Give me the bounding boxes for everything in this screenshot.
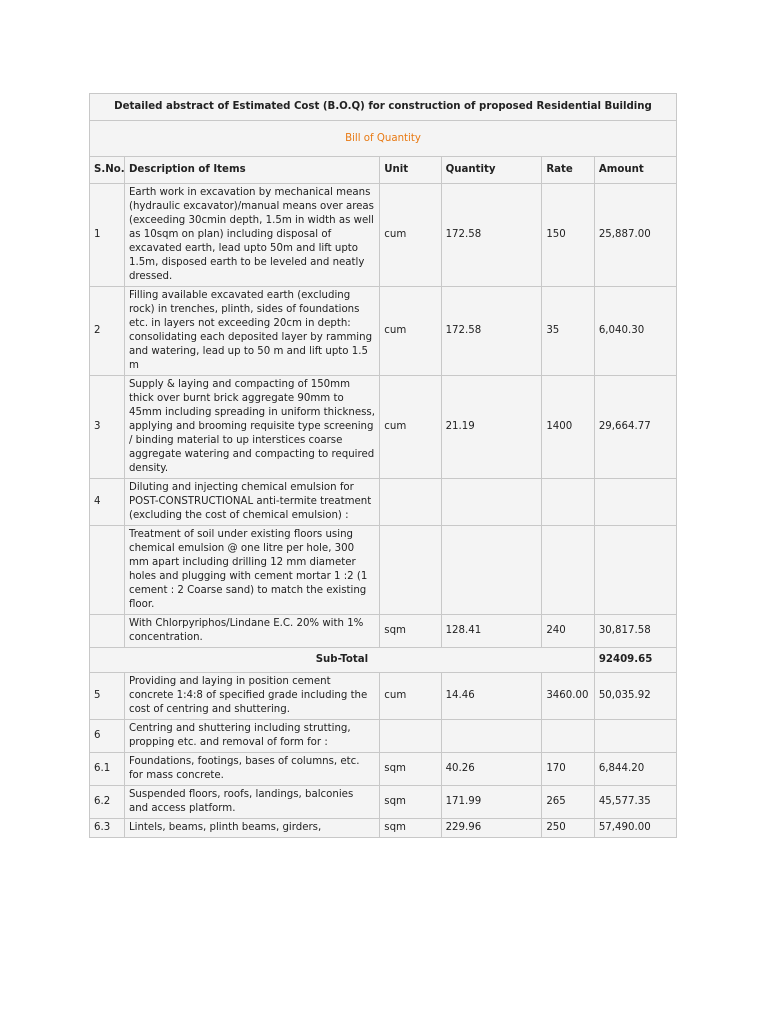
cell-quantity: 40.26	[442, 753, 542, 785]
col-header-sno: S.No.	[90, 157, 124, 183]
table-row	[90, 720, 676, 752]
cell-rate: 170	[542, 753, 594, 785]
cell-amount	[595, 720, 676, 752]
cell-sno: 2	[90, 287, 124, 375]
table-row	[90, 376, 676, 478]
cell-sno: 3	[90, 376, 124, 478]
title-row	[90, 94, 676, 120]
cell-sno	[90, 526, 124, 614]
cell-rate: 35	[542, 287, 594, 375]
cell-amount: 25,887.00	[595, 184, 676, 286]
cell-rate: 150	[542, 184, 594, 286]
table-row	[90, 753, 676, 785]
cell-description: Diluting and injecting chemical emulsion for POST-CONSTRUCTIONAL anti-termite treatment (excluding the cost of chemical emulsion) :	[125, 479, 379, 525]
cell-unit: sqm	[380, 819, 440, 837]
cell-quantity: 172.58	[442, 184, 542, 286]
cell-quantity: 21.19	[442, 376, 542, 478]
subtotal-amount: 92409.65	[595, 648, 676, 672]
table-row	[90, 615, 676, 647]
cell-amount: 45,577.35	[595, 786, 676, 818]
cell-quantity	[442, 479, 542, 525]
cell-sno: 5	[90, 673, 124, 719]
cell-quantity: 14.46	[442, 673, 542, 719]
cell-quantity: 229.96	[442, 819, 542, 837]
boq-container	[89, 93, 677, 838]
cell-unit: cum	[380, 673, 440, 719]
bill-of-quantity-heading: Bill of Quantity	[90, 121, 676, 156]
cell-amount: 6,040.30	[595, 287, 676, 375]
cell-rate	[542, 720, 594, 752]
cell-sno: 6.3	[90, 819, 124, 837]
cell-unit: sqm	[380, 615, 440, 647]
col-header-rate: Rate	[542, 157, 594, 183]
col-header-quantity: Quantity	[442, 157, 542, 183]
cell-quantity: 172.58	[442, 287, 542, 375]
cell-unit	[380, 479, 440, 525]
col-header-unit: Unit	[380, 157, 440, 183]
cell-amount: 30,817.58	[595, 615, 676, 647]
cell-description: Treatment of soil under existing floors using chemical emulsion @ one litre per hole, 300 mm apart including drilling 12 mm diameter holes and plugging with cement mortar 1 :2 (1 cement : 2 Coarse sand) to match the existing floor.	[125, 526, 379, 614]
cell-description: With Chlorpyriphos/Lindane E.C. 20% with 1% concentration.	[125, 615, 379, 647]
cell-amount: 6,844.20	[595, 753, 676, 785]
cell-sno: 6.1	[90, 753, 124, 785]
cell-description: Supply & laying and compacting of 150mm thick over burnt brick aggregate 90mm to 45mm including spreading in uniform thickness, applying and brooming requisite type screening / binding material to up interstices coarse aggregate watering and compacting to required density.	[125, 376, 379, 478]
header-row	[90, 157, 676, 183]
cell-sno: 6	[90, 720, 124, 752]
cell-quantity: 171.99	[442, 786, 542, 818]
cell-amount: 29,664.77	[595, 376, 676, 478]
cell-amount: 50,035.92	[595, 673, 676, 719]
cell-rate	[542, 526, 594, 614]
cell-unit: sqm	[380, 786, 440, 818]
cell-description: Centring and shuttering including strutting, propping etc. and removal of form for :	[125, 720, 379, 752]
cell-rate: 1400	[542, 376, 594, 478]
cell-description: Foundations, footings, bases of columns, etc. for mass concrete.	[125, 753, 379, 785]
cell-rate: 240	[542, 615, 594, 647]
cell-amount	[595, 526, 676, 614]
table-row	[90, 526, 676, 614]
cell-amount	[595, 479, 676, 525]
table-row	[90, 287, 676, 375]
cell-sno: 1	[90, 184, 124, 286]
cell-unit: cum	[380, 184, 440, 286]
cell-amount: 57,490.00	[595, 819, 676, 837]
cell-description: Lintels, beams, plinth beams, girders,	[125, 819, 379, 837]
table-row	[90, 786, 676, 818]
cell-unit	[380, 720, 440, 752]
table-row	[90, 479, 676, 525]
boq-table	[89, 93, 677, 838]
subtitle-row	[90, 121, 676, 156]
cell-description: Earth work in excavation by mechanical means (hydraulic excavator)/manual means over areas (exceeding 30cmin depth, 1.5m in width as well as 10sqm on plan) including disposal of excavated earth, lead upto 50m and lift upto 1.5m, disposed earth to be leveled and neatly dressed.	[125, 184, 379, 286]
cell-unit: sqm	[380, 753, 440, 785]
cell-description: Suspended floors, roofs, landings, balconies and access platform.	[125, 786, 379, 818]
cell-description: Providing and laying in position cement concrete 1:4:8 of specified grade including the cost of centring and shuttering.	[125, 673, 379, 719]
cell-quantity	[442, 526, 542, 614]
cell-sno	[90, 615, 124, 647]
cell-rate	[542, 479, 594, 525]
table-row	[90, 184, 676, 286]
cell-rate: 250	[542, 819, 594, 837]
cell-rate: 265	[542, 786, 594, 818]
cell-unit	[380, 526, 440, 614]
cell-sno: 4	[90, 479, 124, 525]
cell-quantity	[442, 720, 542, 752]
cell-description: Filling available excavated earth (excluding rock) in trenches, plinth, sides of foundations etc. in layers not exceeding 20cm in depth: consolidating each deposited layer by ramming and watering, lead up to 50 m and lift upto 1.5 m	[125, 287, 379, 375]
col-header-amount: Amount	[595, 157, 676, 183]
document-title: Detailed abstract of Estimated Cost (B.O.Q) for construction of proposed Residential Building	[90, 94, 676, 120]
cell-sno: 6.2	[90, 786, 124, 818]
cell-quantity: 128.41	[442, 615, 542, 647]
cell-unit: cum	[380, 376, 440, 478]
subtotal-label: Sub-Total	[90, 648, 594, 672]
cell-unit: cum	[380, 287, 440, 375]
subtotal-row	[90, 648, 676, 672]
table-row	[90, 819, 676, 837]
col-header-description: Description of Items	[125, 157, 379, 183]
table-row	[90, 673, 676, 719]
cell-rate: 3460.00	[542, 673, 594, 719]
